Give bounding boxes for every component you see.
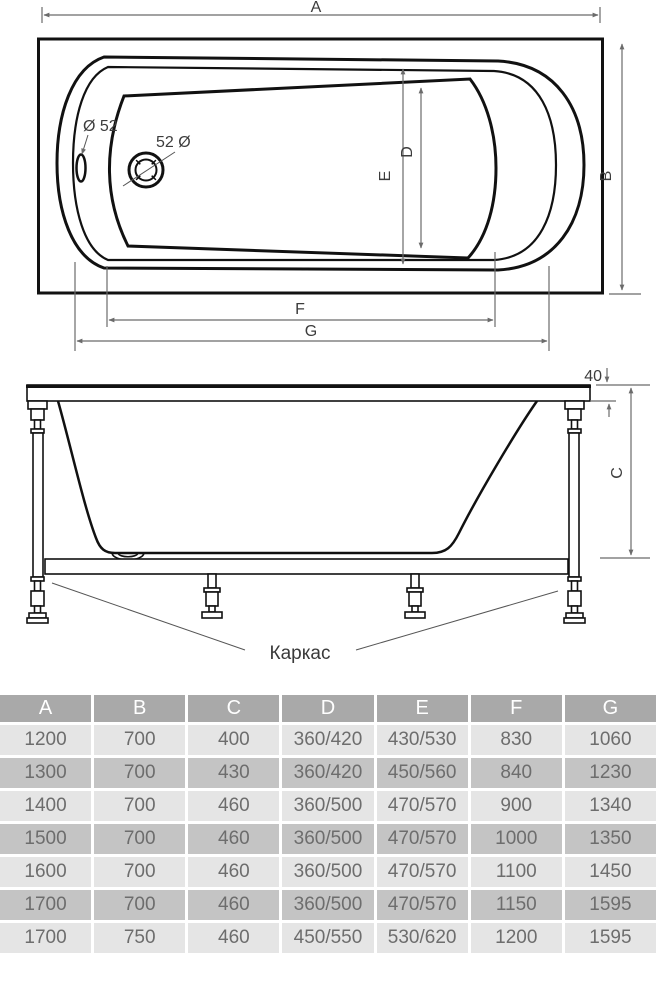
- dim-d: [399, 88, 421, 248]
- table-cell: 360/500: [282, 824, 373, 854]
- drain-hole-icon: [129, 153, 163, 187]
- dim-b: [598, 44, 641, 294]
- overflow-dim-label: Ø 52: [83, 118, 118, 135]
- frame-leg-middle-1: [202, 574, 222, 618]
- side-view: [26, 368, 650, 664]
- table-cell: 1060: [565, 725, 656, 755]
- basin-outline: [109, 79, 496, 258]
- table-cell: 700: [94, 791, 185, 821]
- table-cell: 470/570: [377, 890, 468, 920]
- table-cell: 1595: [565, 923, 656, 953]
- dim-c-label: C: [609, 467, 626, 479]
- table-cell: 1000: [471, 824, 562, 854]
- table-cell: 700: [94, 857, 185, 887]
- table-cell: 1340: [565, 791, 656, 821]
- table-cell: 460: [188, 890, 279, 920]
- frame-leader-right: [356, 591, 558, 650]
- table-cell: 400: [188, 725, 279, 755]
- table-cell: 1595: [565, 890, 656, 920]
- table-cell: 840: [471, 758, 562, 788]
- table-header-cell: G: [565, 695, 656, 722]
- frame-caption: Каркас: [269, 643, 331, 664]
- table-cell: 1700: [0, 923, 91, 953]
- table-cell: 1700: [0, 890, 91, 920]
- table-cell: 360/420: [282, 725, 373, 755]
- dim-g-label: G: [304, 323, 318, 340]
- table-cell: 430: [188, 758, 279, 788]
- table-cell: 700: [94, 725, 185, 755]
- table-cell: 530/620: [377, 923, 468, 953]
- table-cell: 700: [94, 824, 185, 854]
- table-cell: 1450: [565, 857, 656, 887]
- frame-leg-middle-2: [405, 574, 425, 618]
- table-cell: 1200: [471, 923, 562, 953]
- table-header-cell: A: [0, 695, 91, 722]
- table-cell: 1600: [0, 857, 91, 887]
- table-cell: 460: [188, 857, 279, 887]
- overflow-hole-icon: [77, 155, 86, 182]
- dimensions-table: [0, 695, 656, 953]
- table-cell: 460: [188, 791, 279, 821]
- frame-leg-right: [564, 401, 585, 623]
- dim-d-label: D: [399, 146, 416, 158]
- table-cell: 700: [94, 890, 185, 920]
- tub-section-profile: [58, 401, 537, 553]
- dim-a: [42, 0, 600, 23]
- dim-c: [596, 385, 650, 558]
- dim-a-label: A: [310, 0, 322, 16]
- top-view: [39, 0, 642, 351]
- dim-g: [75, 262, 549, 351]
- table-cell: 1230: [565, 758, 656, 788]
- table-cell: 360/500: [282, 890, 373, 920]
- table-cell: 470/570: [377, 791, 468, 821]
- table-cell: 1300: [0, 758, 91, 788]
- table-cell: 360/500: [282, 857, 373, 887]
- table-cell: 750: [94, 923, 185, 953]
- tub-rim-outer-outline: [57, 57, 584, 270]
- table-header-cell: F: [471, 695, 562, 722]
- table-cell: 900: [471, 791, 562, 821]
- table-header-cell: C: [188, 695, 279, 722]
- table-header-cell: D: [282, 695, 373, 722]
- drain-dim-label: 52 Ø: [156, 134, 191, 151]
- dim-e-label: E: [377, 170, 394, 182]
- table-cell: 470/570: [377, 824, 468, 854]
- table-cell: 1400: [0, 791, 91, 821]
- frame-leg-left: [27, 401, 48, 623]
- table-cell: 830: [471, 725, 562, 755]
- dim-e: [377, 69, 403, 264]
- table-cell: 450/550: [282, 923, 373, 953]
- overflow-leader-line: [82, 135, 88, 154]
- table-cell: 360/500: [282, 791, 373, 821]
- table-cell: 700: [94, 758, 185, 788]
- table-cell: 1350: [565, 824, 656, 854]
- dim-b-label: B: [598, 170, 615, 182]
- dim-f-label: F: [295, 301, 305, 318]
- table-cell: 1150: [471, 890, 562, 920]
- table-cell: 1500: [0, 824, 91, 854]
- dim-40-label: 40: [584, 368, 602, 385]
- table-cell: 1100: [471, 857, 562, 887]
- table-cell: 470/570: [377, 857, 468, 887]
- table-cell: 460: [188, 824, 279, 854]
- table-cell: 430/530: [377, 725, 468, 755]
- frame-bottom-rail: [45, 559, 568, 574]
- table-cell: 360/420: [282, 758, 373, 788]
- table-header-cell: B: [94, 695, 185, 722]
- table-cell: 1200: [0, 725, 91, 755]
- dim-f: [107, 252, 495, 327]
- table-cell: 450/560: [377, 758, 468, 788]
- table-header-cell: E: [377, 695, 468, 722]
- table-cell: 460: [188, 923, 279, 953]
